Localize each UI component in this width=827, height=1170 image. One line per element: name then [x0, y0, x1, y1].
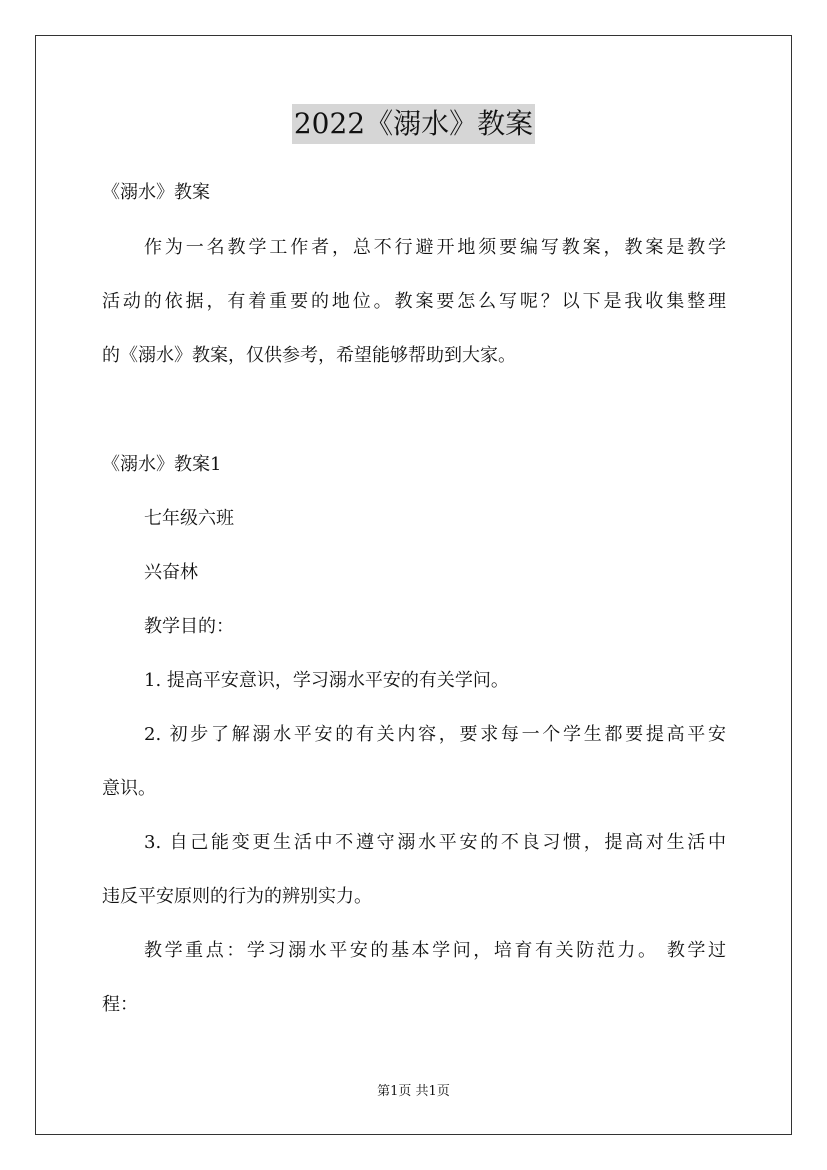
section-heading: 《溺水》教案 [102, 182, 210, 203]
lesson-heading: 《溺水》教案1 [102, 454, 222, 475]
class-name: 七年级六班 [144, 508, 234, 529]
objective-3-line-2: 违反平安原则的行为的辨别实力。 [102, 886, 372, 907]
intro-line-3: 的《溺水》教案，仅供参考，希望能够帮助到大家。 [102, 345, 516, 366]
document-title: 2022《溺水》教案 [0, 103, 827, 144]
objective-2-line-2: 意识。 [102, 778, 156, 799]
key-points-line-1: 教学重点：学习溺水平安的基本学问，培育有关防范力。 教学过 [144, 940, 726, 961]
objectives-heading: 教学目的： [144, 616, 234, 637]
page-footer: 第1页 共1页 [377, 1084, 450, 1099]
author-name: 兴奋林 [144, 562, 198, 583]
objective-1: 1. 提高平安意识，学习溺水平安的有关学问。 [144, 670, 509, 691]
intro-line-1: 作为一名教学工作者，总不行避开地须要编写教案，教案是教学 [144, 237, 726, 258]
objective-3-line-1: 3. 自己能变更生活中不遵守溺水平安的不良习惯，提高对生活中 [144, 832, 726, 853]
key-points-line-2: 程： [102, 994, 138, 1015]
intro-line-2: 活动的依据，有着重要的地位。教案要怎么写呢？以下是我收集整理 [102, 291, 726, 312]
objective-2-line-1: 2. 初步了解溺水平安的有关内容，要求每一个学生都要提高平安 [144, 724, 726, 745]
